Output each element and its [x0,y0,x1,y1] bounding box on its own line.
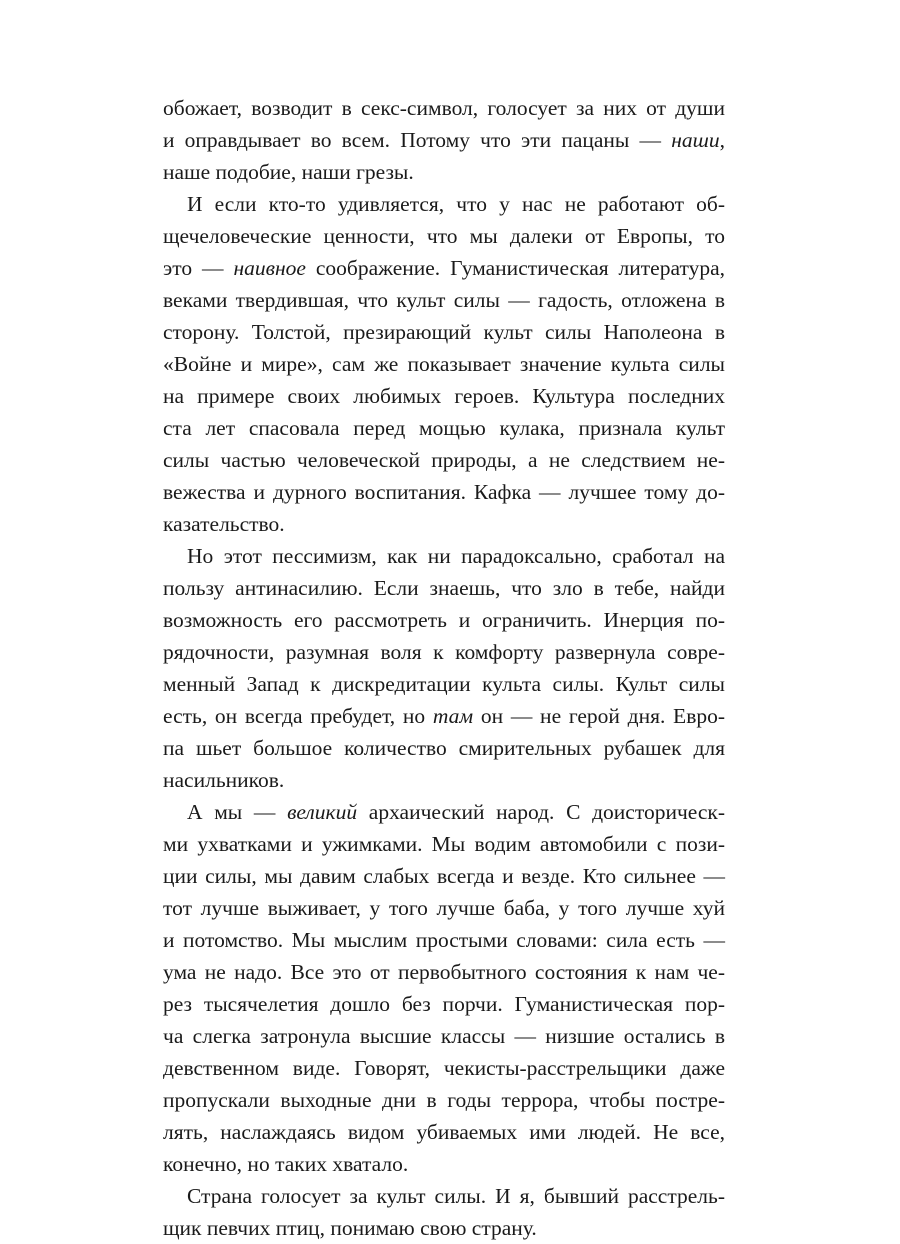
text-line [163,988,725,1020]
text-segment: «Войне и мире», сам же показывает значение культа силы [163,352,725,376]
text-line [163,1116,725,1148]
text-segment: конечно, но таких хватало. [163,1152,409,1176]
text-line [163,284,725,316]
italic-emphasis: наши [671,128,720,152]
text-segment: пропускали выходные дни в годы террора, чтобы постре- [163,1088,725,1112]
text-line [163,1180,725,1212]
text-line [163,1212,725,1244]
text-segment: тот лучше выживает, у того лучше баба, у того лучше хуй [163,896,725,920]
text-segment: соображение. Гуманистическая литература, [305,256,725,280]
italic-emphasis: наивное [233,256,306,280]
italic-emphasis: там [432,704,474,728]
text-segment: ста лет спасовала перед мощью кулака, признала культ [163,416,725,440]
text-line [163,156,725,188]
text-segment: он — не герой дня. Евро- [473,704,726,728]
text-segment: насильников. [163,768,285,792]
text-segment: и оправдывает во всем. Потому что эти пацаны — [163,128,672,152]
text-line [163,956,725,988]
text-segment: на примере своих любимых героев. Культура последних [163,384,725,408]
text-line [163,828,725,860]
text-line [163,636,725,668]
text-line [163,188,725,220]
text-segment: рядочности, разумная воля к комфорту развернула совре- [163,640,725,664]
text-segment: это — [163,256,234,280]
text-segment: возможность его рассмотреть и ограничить. Инерция по- [163,608,725,632]
text-line [163,892,725,924]
text-line [163,412,725,444]
text-line [163,476,725,508]
text-line [163,1052,725,1084]
text-line [163,540,725,572]
text-segment: казательство. [163,512,285,536]
text-segment: ча слегка затронула высшие классы — низшие остались в [163,1024,725,1048]
text-line [163,572,725,604]
text-segment: пользу антинасилию. Если знаешь, что зло в тебе, найди [163,576,725,600]
text-segment: Страна голосует за культ силы. И я, бывший расстрель- [187,1184,725,1208]
text-segment: есть, он всегда пребудет, но [163,704,433,728]
text-line [163,1020,725,1052]
body-text [163,92,725,1244]
text-segment: , [719,128,725,152]
text-segment: силы частью человеческой природы, а не следствием не- [163,448,725,472]
text-segment: щик певчих птиц, понимаю свою страну. [163,1216,537,1240]
text-segment: ума не надо. Все это от первобытного состояния к нам че- [163,960,725,984]
text-segment: сторону. Толстой, презирающий культ силы Наполеона в [163,320,725,344]
text-line [163,860,725,892]
text-segment: веками твердившая, что культ силы — гадость, отложена в [163,288,725,312]
text-segment: ми ухватками и ужимками. Мы водим автомобили с пози- [163,832,725,856]
text-line [163,796,725,828]
text-segment: Но этот пессимизм, как ни парадоксально, сработал на [187,544,725,568]
text-segment: И если кто-то удивляется, что у нас не работают об- [187,192,725,216]
text-line [163,668,725,700]
text-segment: обожает, возводит в секс-символ, голосует за них от души [163,96,725,120]
text-segment: менный Запад к дискредитации культа силы. Культ силы [163,672,725,696]
text-segment: наше подобие, наши грезы. [163,160,414,184]
text-line [163,92,725,124]
text-line [163,348,725,380]
text-line [163,700,725,732]
text-segment: ции силы, мы давим слабых всегда и везде. Кто сильнее — [163,864,725,888]
text-line [163,380,725,412]
text-segment: вежества и дурного воспитания. Кафка — лучшее тому до- [163,480,725,504]
text-line [163,1084,725,1116]
text-segment: рез тысячелетия дошло без порчи. Гуманистическая пор- [163,992,725,1016]
text-segment: девственном виде. Говорят, чекисты-расстрельщики даже [163,1056,725,1080]
text-segment: А мы — [187,800,288,824]
text-line [163,316,725,348]
text-line [163,732,725,764]
text-line [163,924,725,956]
text-line [163,124,725,156]
text-segment: архаический народ. С доисторическ- [357,800,725,824]
text-line [163,764,725,796]
text-segment: лять, наслаждаясь видом убиваемых ими людей. Не все, [163,1120,725,1144]
text-line [163,1148,725,1180]
italic-emphasis: великий [287,800,358,824]
text-line [163,508,725,540]
text-segment: па шьет большое количество смирительных рубашек для [163,736,725,760]
text-segment: щечеловеческие ценности, что мы далеки от Европы, то [163,224,725,248]
text-line [163,604,725,636]
text-segment: и потомство. Мы мыслим простыми словами: сила есть — [163,928,725,952]
text-line [163,444,725,476]
text-line [163,220,725,252]
text-line [163,252,725,284]
